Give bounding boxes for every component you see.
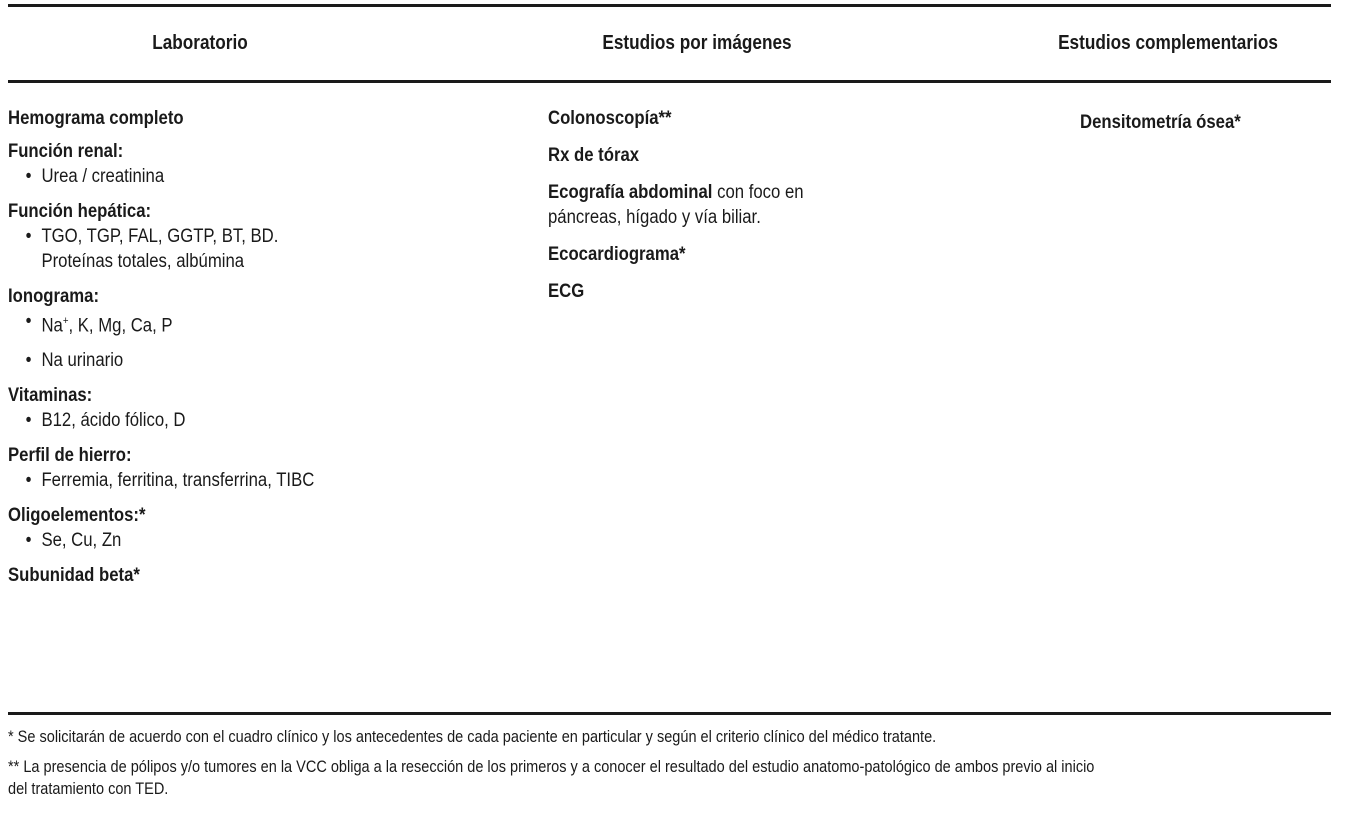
na-text: Na — [41, 315, 63, 337]
perfil-hierro-title: Perfil de hierro: — [8, 445, 132, 467]
complementarios-column — [1080, 110, 1320, 135]
footer-rule — [8, 712, 1331, 715]
laboratorio-column — [8, 106, 508, 596]
hepatica-line-2: Proteínas totales, albúmina — [41, 251, 245, 272]
header-rule — [8, 80, 1331, 83]
list-item: • Na urinario — [26, 348, 448, 373]
ecocardiograma-item: Ecocardiograma* — [548, 244, 686, 265]
funcion-hepatica-title: Función hepática: — [8, 201, 152, 222]
subunidad-beta-item: Subunidad beta* — [8, 565, 140, 587]
perfil-hierro-group — [8, 443, 448, 493]
vitaminas-group — [8, 383, 448, 433]
oligoelementos-group — [8, 503, 448, 553]
ecg-item: ECG — [548, 281, 585, 302]
ecografia-detail-1: con foco en — [712, 182, 804, 203]
footnotes — [8, 726, 1338, 800]
ions-text: , K, Mg, Ca, P — [68, 315, 173, 337]
funcion-renal-title: Función renal: — [8, 141, 124, 162]
colonoscopia-item: Colonoscopía** — [548, 108, 672, 129]
footnote-2-line-1: ** La presencia de pólipos y/o tumores en la VCC obliga a la resección de los primeros y a conocer el resultado del estudio anatomo-patológico de ambos previo al inicio — [8, 758, 1095, 776]
imagenes-column — [548, 106, 928, 316]
list-item: • Urea / creatinina — [26, 164, 448, 189]
ecografia-title: Ecografía abdominal — [548, 182, 713, 203]
header-estudios-imagenes: Estudios por imágenes — [602, 32, 792, 54]
footnote-2-line-2: del tratamiento con TED. — [8, 780, 169, 798]
list-item: • Ferremia, ferritina, transferrina, TIBC — [26, 468, 448, 493]
vitaminas-title: Vitaminas: — [8, 385, 93, 407]
na-superscript: + — [62, 315, 69, 327]
hemograma-item: Hemograma completo — [8, 108, 184, 129]
header-laboratorio: Laboratorio — [152, 32, 248, 54]
list-item — [26, 224, 448, 274]
footnote-1: * Se solicitarán de acuerdo con el cuadro clínico y los antecedentes de cada paciente en particular y según el criterio clínico del médico tratante. — [8, 728, 937, 746]
funcion-renal-group — [8, 139, 448, 189]
list-item: • Se, Cu, Zn — [26, 528, 448, 553]
ecografia-item — [548, 180, 882, 230]
ionograma-title: Ionograma: — [8, 286, 100, 307]
list-item: • B12, ácido fólico, D — [26, 408, 448, 433]
densitometria-item: Densitometría ósea* — [1080, 112, 1241, 133]
ecografia-detail-2: páncreas, hígado y vía biliar. — [548, 207, 761, 228]
footnote-2 — [8, 756, 1338, 800]
oligoelementos-title: Oligoelementos:* — [8, 505, 146, 527]
hepatica-line-1: • TGO, TGP, FAL, GGTP, BT, BD. — [41, 226, 279, 247]
list-item — [26, 309, 448, 338]
rx-torax-item: Rx de tórax — [548, 145, 640, 166]
ionograma-group — [8, 284, 448, 373]
header-estudios-complementarios: Estudios complementarios — [1058, 32, 1278, 54]
funcion-hepatica-group — [8, 199, 448, 274]
top-rule — [8, 4, 1331, 7]
